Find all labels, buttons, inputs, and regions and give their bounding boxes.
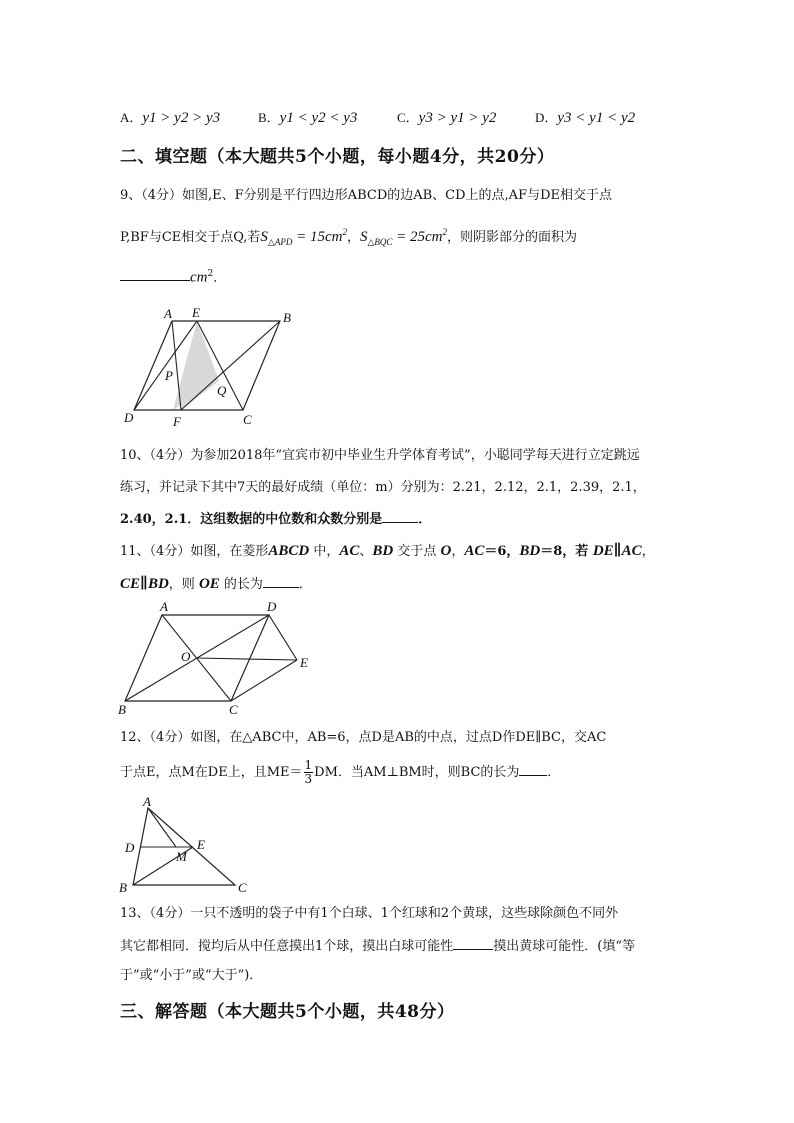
label-c: C xyxy=(238,880,247,895)
question-10-line-1: 10、（4分）为参加2018年“宜宾市初中毕业生升学体育考试”，小聪同学每天进行立定跳远 xyxy=(120,448,640,463)
label-f: F xyxy=(173,414,181,429)
label-d: D xyxy=(124,410,134,425)
choice-c: C．y3 > y1 > y2 xyxy=(397,110,497,126)
fraction-one-third: $\frac{1}{3}$ xyxy=(304,758,313,786)
label-b: B xyxy=(118,702,126,717)
question-9-line-2: P,BF与CE相交于点Q,若$S_{\triangle APD} = 15cm^2$，$S_{\triangle BQC} = 25cm^2$，则阴影部分的面积为 xyxy=(120,227,578,247)
question-10-line-2: 练习，并记录下其中7天的最好成绩（单位：m）分别为：2.21，2.12，2.1，2.39，2.1， xyxy=(120,480,646,495)
label-o: O xyxy=(181,649,191,664)
label-e: E xyxy=(197,837,205,852)
label-d: D xyxy=(267,599,277,614)
label-p: P xyxy=(165,368,173,383)
choice-d: D．y3 < y1 < y2 xyxy=(535,110,636,126)
question-9-line-3: $cm^2$． xyxy=(120,264,680,288)
section-heading-solutions: 三、解答题（本大题共5个小题，共48分） xyxy=(120,1002,455,1022)
label-c: C xyxy=(243,412,252,427)
label-a: A xyxy=(160,599,168,614)
label-b: B xyxy=(119,880,127,895)
label-m: M xyxy=(176,849,187,864)
answer-blank-13[interactable] xyxy=(453,935,493,950)
label-a: A xyxy=(164,306,172,321)
label-a: A xyxy=(143,794,151,809)
label-e: E xyxy=(300,655,308,670)
choice-b: B．y1 < y2 < y3 xyxy=(258,110,358,126)
choice-a: A．y1 > y2 > y3 xyxy=(120,110,221,126)
label-c: C xyxy=(229,702,238,717)
segment-am xyxy=(148,808,176,847)
question-12-line-1: 12、（4分）如图，在△ABC中，AB=6，点D是AB的中点，过点D作DE∥BC，交AC xyxy=(120,730,607,745)
question-13-line-1: 13、（4分）一只不透明的袋子中有1个白球、1个红球和2个黄球，这些球除颜色不同外 xyxy=(120,906,619,921)
question-13-line-2: 其它都相同．搅均后从中任意摸出1个球，摸出白球可能性 摸出黄球可能性．(填“等 xyxy=(120,935,690,957)
label-d: D xyxy=(125,840,135,855)
label-q: Q xyxy=(217,383,227,398)
question-11-line-2: CE∥BD，则 OE 的长为 ． xyxy=(120,573,680,595)
question-13-line-3: 于”或“小于”或“大于”)． xyxy=(120,968,263,983)
label-e: E xyxy=(192,305,200,320)
question-10-line-3: 2.40，2.1．这组数据的中位数和众数分别是 ． xyxy=(120,508,680,530)
section-heading-fill-in: 二、填空题（本大题共5个小题，每小题4分，共20分） xyxy=(120,147,555,167)
question-11-line-1: 11、（4分）如图，在菱形ABCD 中，AC、BD 交于点 O，AC＝6，BD＝8，若 DE∥AC， xyxy=(120,543,655,559)
question-9-line-1: 9、（4分）如图,E、F分别是平行四边形ABCD的边AB、CD上的点,AF与DE相交于点 xyxy=(120,188,613,203)
question-12-line-2: 于点E，点M在DE上，且ME＝ $\frac{1}{3}$ DM．当AM⊥BM时，则BC的长为 ． xyxy=(120,758,561,786)
label-b: B xyxy=(283,310,291,325)
